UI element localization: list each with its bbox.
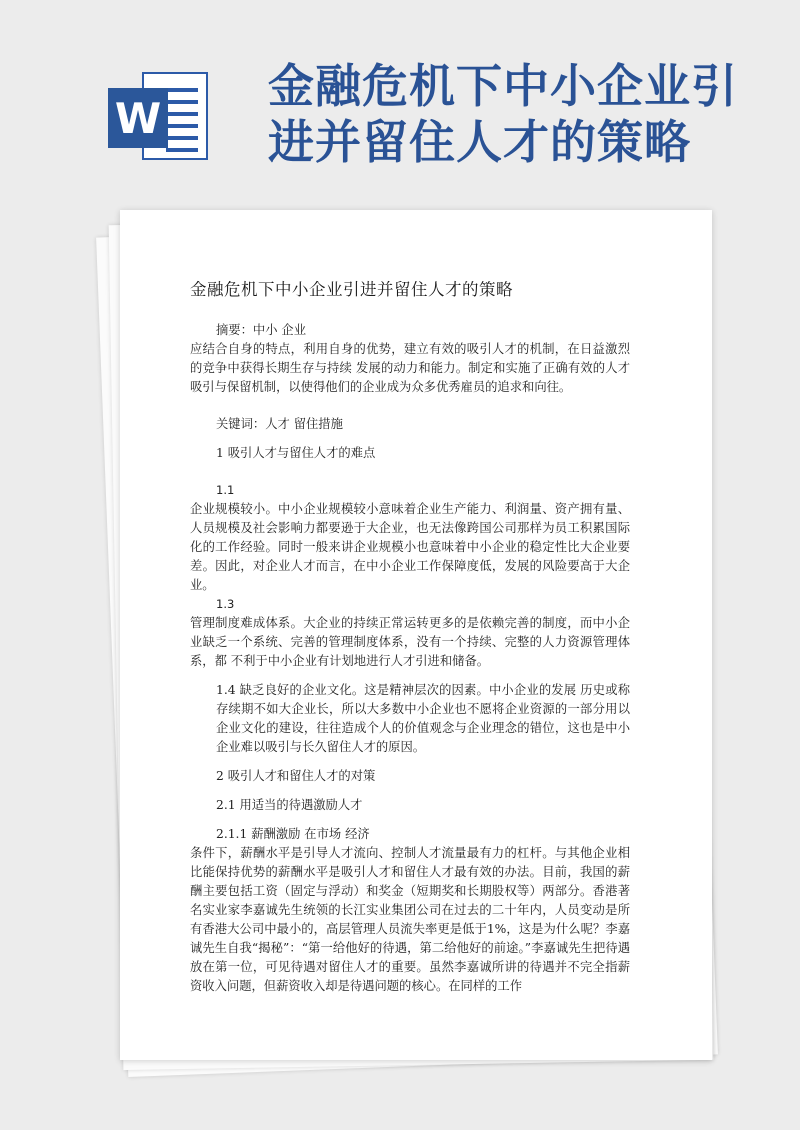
section-1-4: 1.4 缺乏良好的企业文化。这是精神层次的因素。中小企业的发展 历史或称存续期不如大企业长，所以大多数中小企业也不愿将企业资源的一部分用以企业文化的建设，往往造成个人的价值观念与企业理念的错位，这也是中小企业难以吸引与长久留住人才的原因。 [216,683,630,754]
section-1-3-number: 1.3 [216,597,235,611]
abstract-label: 摘要：中小 企业 [216,323,306,337]
document-title: 金融危机下中小企业引进并留住人才的策略 [190,280,513,299]
word-icon-letter: W [108,88,168,148]
section-2-1-1-heading: 2.1.1 薪酬激励 在市场 经济 [216,827,370,841]
section-1-1-body: 企业规模较小。中小企业规模较小意味着企业生产能力、利润量、资产拥有量、人员规模及社会影响力都要逊于大企业，也无法像跨国公司那样为员工积累国际化的工作经验。同时一般来讲企业规模小也意味着中小企业的稳定性比大企业要差。因此，对企业人才而言，在中小企业工作保障度低，发展的风险要高于大企业。 [190,502,630,592]
keywords: 关键词：人才 留住措施 [216,417,343,431]
section-2-1-heading: 2.1 用适当的待遇激励人才 [216,798,363,812]
document-page [120,210,712,1060]
document-body [190,280,630,996]
section-2-1-1-body: 条件下，薪酬水平是引导人才流向、控制人才流量最有力的杠杆。与其他企业相比能保持优势的薪酬水平是吸引人才和留住人才最有效的办法。目前，我国的薪酬主要包括工资（固定与浮动）和奖金（短期奖和长期股权等）两部分。香港著名实业家李嘉诚先生统领的长江实业集团公司在过去的二十年内，人员变动是所有香港大公司中最小的，高层管理人员流失率更是低于1%，这是为什么呢？李嘉诚先生自我“揭秘”：“第一给他好的待遇，第二给他好的前途。”李嘉诚先生把待遇放在第一位，可见待遇对留住人才的重要。虽然李嘉诚所讲的待遇并不完全指薪资收入问题，但薪资收入却是待遇问题的核心。在同样的工作 [190,846,630,993]
section-1-1-number: 1.1 [216,483,235,497]
abstract-body: 应结合自身的特点，利用自身的优势，建立有效的吸引人才的机制，在日益激烈的竞争中获得长期生存与持续 发展的动力和能力。制定和实施了正确有效的人才吸引与保留机制，以使得他们的企业成为众多优秀雇员的追求和向往。 [190,342,630,394]
page-title: 金融危机下中小企业引进并留住人才的策略 [268,59,738,169]
section-2-heading: 2 吸引人才和留住人才的对策 [216,769,376,783]
section-1-3-body: 管理制度难成体系。大企业的持续正常运转更多的是依赖完善的制度，而中小企业缺乏一个系统、完善的管理制度体系，没有一个持续、完整的人力资源管理体系，都 不利于中小企业有计划地进行人才引进和储备。 [190,616,630,668]
word-document-icon [108,66,212,166]
page-header [0,0,800,200]
section-1-heading: 1 吸引人才与留住人才的难点 [216,446,376,460]
